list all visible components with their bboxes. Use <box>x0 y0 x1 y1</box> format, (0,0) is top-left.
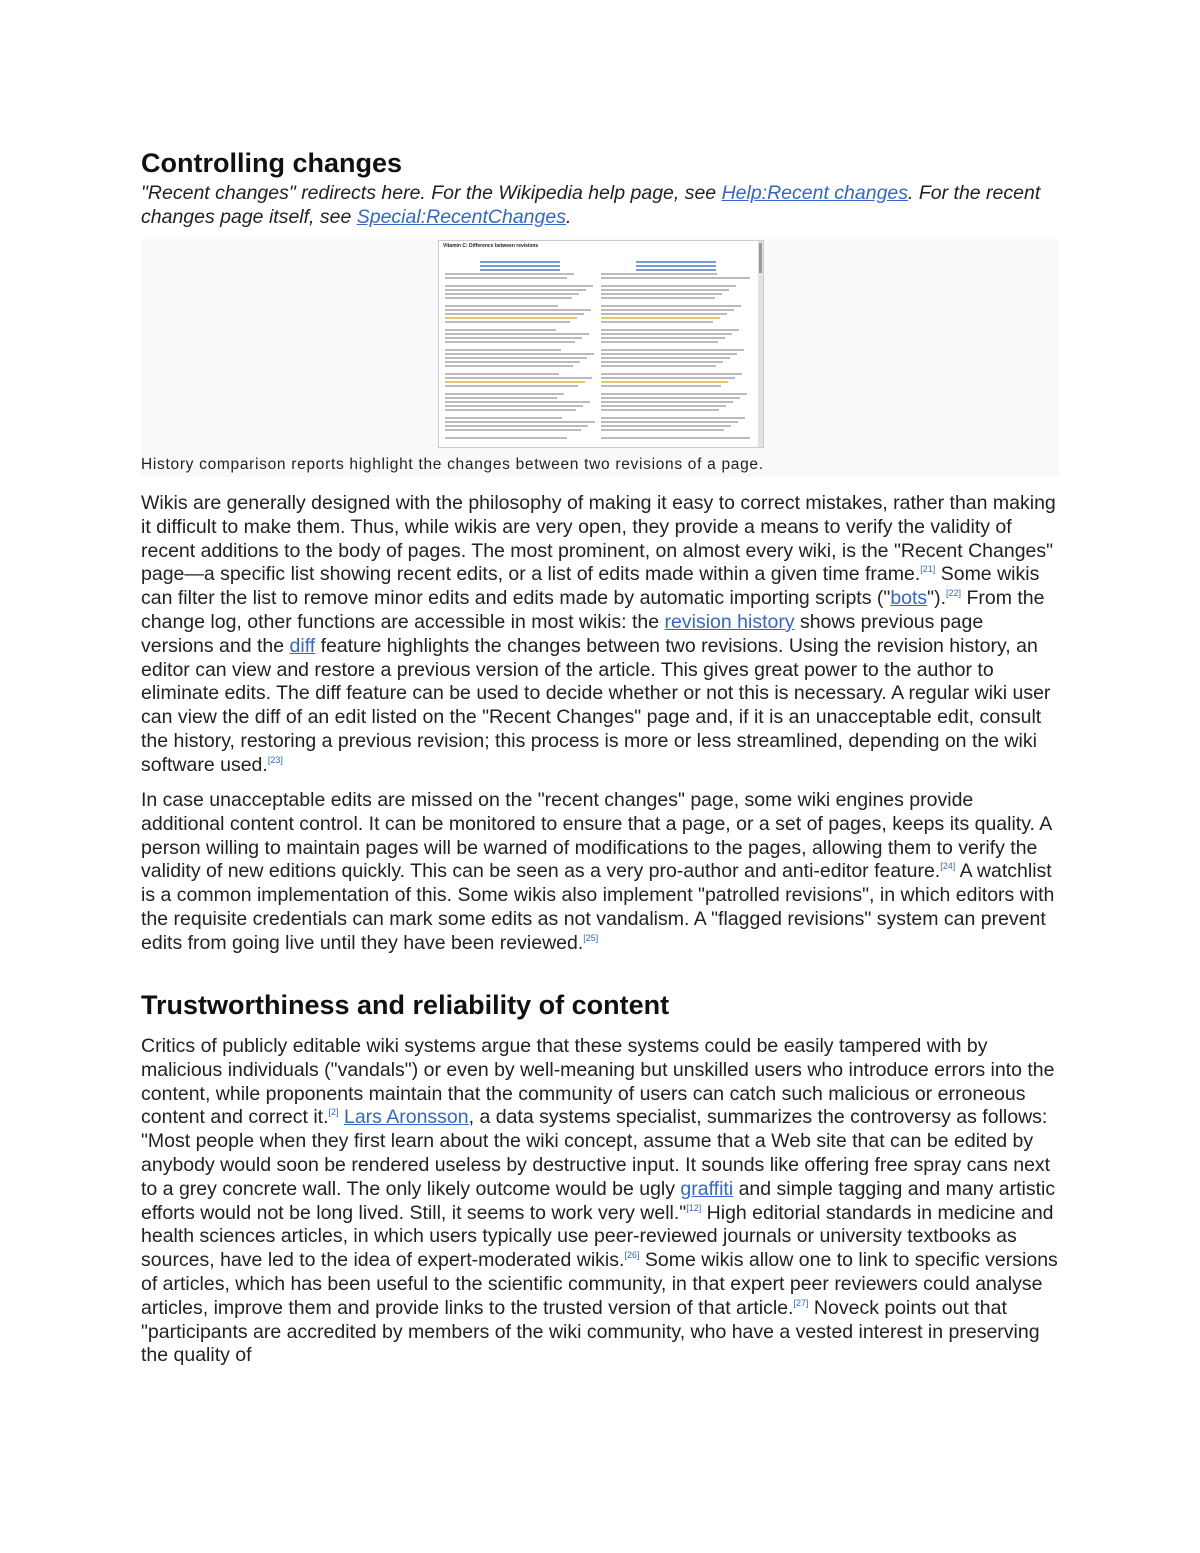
hatnote <box>141 181 1059 229</box>
figure <box>141 239 1059 477</box>
reference-2[interactable]: [2] <box>328 1107 339 1118</box>
thumb-scrollbar <box>758 241 763 447</box>
text: Some wikis allow one to link to specific versions of articles, which has been useful to the scientific community, in that expert peer reviewers could analyse articles, improve them and provide links to the trusted version of that article. <box>141 1249 1058 1319</box>
text: From the change log, other functions are accessible in most wikis: the <box>141 587 1045 633</box>
thumb-text-line <box>601 277 750 279</box>
paragraph <box>141 789 1059 956</box>
thumb-text-line <box>480 269 560 271</box>
thumb-text-line <box>445 317 577 319</box>
thumb-text-line <box>445 353 594 355</box>
thumb-text-line <box>601 437 750 439</box>
text: Noveck points out that "participants are accredited by members of the wiki community, who have a vested interest in preserving the quality of <box>141 1296 1040 1367</box>
thumb-text-line <box>445 405 583 407</box>
thumb-text-line <box>445 277 567 279</box>
thumb-text-line <box>445 357 587 359</box>
thumb-text-line <box>445 341 575 343</box>
text: In case unacceptable edits are missed on the "recent changes" page, some wiki engines provide additional content control. It can be monitored to ensure that a page, or a set of pages, keeps its quality. A person willing to maintain pages will be warned of modifications to the pages, allowing them to verify the validity of new editions quickly. This can be seen as a very pro-author and anti-editor feature. <box>141 789 1052 883</box>
thumb-text-line <box>601 421 738 423</box>
thumb-text-line <box>480 265 560 267</box>
link-lars-aronsson[interactable]: Lars Aronsson <box>343 1106 469 1129</box>
thumb-text-line <box>601 289 729 291</box>
thumb-text-line <box>601 297 715 299</box>
thumb-text-line <box>445 365 573 367</box>
thumb-text-line <box>601 385 721 387</box>
paragraph <box>141 492 1059 778</box>
thumb-text-line <box>601 341 718 343</box>
thumb-text-line <box>601 405 726 407</box>
text: and simple tagging and many artistic efforts would not be long lived. Still, it seems to work very well." <box>141 1177 1056 1224</box>
text: , a data systems specialist, summarizes the controversy as follows: "Most people when they first learn about the wiki concept, assume that a Web site that can be edited by anybody would soon be rendered useless by destructive input. It sounds like offering free spray cans next to a grey concrete wall. The only likely outcome would be ugly <box>141 1106 1051 1200</box>
text: Wikis are generally designed with the philosophy of making it easy to correct mistakes, rather than making it difficult to make them. Thus, while wikis are very open, they provide a means to verify the validity of recent additions to the body of pages. The most prominent, on almost every wiki, is the "Recent Changes" page—a specific list showing recent edits, or a list of edits made within a given time frame. <box>141 492 1056 586</box>
thumb-text-line <box>601 393 747 395</box>
thumb-text-line <box>601 333 732 335</box>
text: "). <box>927 587 947 610</box>
reference-21[interactable]: [21] <box>920 564 936 575</box>
text: High editorial standards in medicine and health sciences articles, in which users typically use peer-reviewed journals or university textbooks as sources, have led to the idea of expert-moderated wikis. <box>141 1201 1054 1272</box>
thumb-text-line <box>445 417 562 419</box>
thumb-text-line <box>636 269 716 271</box>
thumb-text-line <box>445 285 593 287</box>
thumb-text-line <box>445 297 572 299</box>
text: Some wikis can filter the list to remove minor edits and edits made by automatic importing scripts (" <box>141 563 1040 610</box>
thumb-text-line <box>601 401 733 403</box>
thumb-text-line <box>601 429 724 431</box>
text: A watchlist is a common implementation of this. Some wikis also implement "patrolled revisions", in which editors with the requisite credentials can mark some edits as not vandalism. A "flagged revisions" system can prevent edits from going live until they have been reviewed. <box>141 860 1055 954</box>
thumb-text-line <box>445 393 564 395</box>
thumb-text-line <box>445 313 584 315</box>
thumb-text-line <box>601 417 745 419</box>
reference-25[interactable]: [25] <box>583 932 599 943</box>
thumb-text-line <box>480 261 560 263</box>
thumb-text-line <box>445 337 582 339</box>
thumb-text-line <box>445 401 590 403</box>
thumb-text-line <box>445 421 595 423</box>
text: feature highlights the changes between two revisions. Using the revision history, an editor can view and restore a previous version of the article. This gives great power to the author to eliminate edits. The diff feature can be used to decide whether or not this is necessary. A regular wiki user can view the diff of an edit listed on the "Recent Changes" page and, if it is an unacceptable edit, consult the history, restoring a previous revision; this process is more or less streamlined, depending on the wiki software used. <box>141 634 1051 776</box>
thumb-text-line <box>601 293 722 295</box>
thumb-text-line <box>445 437 567 439</box>
thumb-text-line <box>636 261 716 263</box>
thumb-text-line <box>445 329 556 331</box>
thumb-text-line <box>601 337 725 339</box>
thumb-text-line <box>601 425 731 427</box>
thumb-text-line <box>601 373 742 375</box>
thumb-text-line <box>445 293 579 295</box>
thumb-text-line <box>445 349 561 351</box>
link-special-recentchanges[interactable]: Special:RecentChanges <box>356 206 566 228</box>
thumb-text-line <box>445 385 578 387</box>
thumb-text-line <box>601 353 737 355</box>
reference-27[interactable]: [27] <box>793 1297 809 1308</box>
reference-23[interactable]: [23] <box>267 754 283 765</box>
link-revision-history[interactable]: revision history <box>664 610 795 633</box>
link-help-recent-changes[interactable]: Help:Recent changes <box>721 182 909 204</box>
reference-22[interactable]: [22] <box>946 588 962 599</box>
thumb-title: Vitamin C: Difference between revisions <box>443 243 539 249</box>
thumb-text-line <box>601 397 740 399</box>
text: Critics of publicly editable wiki systems argue that these systems could be easily tampered with by malicious individuals ("vandals") or even by well-meaning but unskilled users who introduce errors into the content, while proponents maintain that the community of users can catch such malicious or erroneous content and correct it. <box>141 1035 1055 1129</box>
thumb-text-line <box>445 429 581 431</box>
thumb-text-line <box>601 321 713 323</box>
reference-12[interactable]: [12] <box>686 1202 702 1213</box>
link-diff[interactable]: diff <box>289 634 316 657</box>
text: shows previous page versions and the <box>141 610 984 657</box>
paragraph <box>141 1035 1059 1368</box>
section-heading-controlling-changes: Controlling changes <box>141 148 403 178</box>
thumb-text-line <box>601 329 739 331</box>
figure-caption: History comparison reports highlight the changes between two revisions of a page. <box>141 456 764 473</box>
link-graffiti[interactable]: graffiti <box>680 1177 734 1200</box>
thumb-text-line <box>601 309 734 311</box>
thumb-text-line <box>601 273 717 275</box>
thumb-text-line <box>601 285 736 287</box>
thumb-text-line <box>601 313 727 315</box>
hatnote-text: . For the recent changes page itself, see <box>141 182 1041 228</box>
hatnote-text: "Recent changes" redirects here. For the Wikipedia help page, see <box>141 182 722 204</box>
thumb-text-line <box>601 381 728 383</box>
thumb-text-line <box>601 349 744 351</box>
reference-24[interactable]: [24] <box>940 861 956 872</box>
thumb-text-line <box>445 397 557 399</box>
reference-26[interactable]: [26] <box>624 1250 640 1261</box>
thumb-text-line <box>445 305 558 307</box>
thumb-text-line <box>601 317 720 319</box>
thumb-text-line <box>445 377 592 379</box>
thumb-text-line <box>445 425 588 427</box>
thumb-text-line <box>601 361 723 363</box>
section-heading-trustworthiness: Trustworthiness and reliability of content <box>141 990 670 1020</box>
thumb-scroll-handle <box>759 243 762 273</box>
thumb-text-line <box>445 409 576 411</box>
thumb-text-line <box>636 265 716 267</box>
thumb-text-line <box>601 377 735 379</box>
thumb-text-line <box>601 357 730 359</box>
thumb-text-line <box>601 409 719 411</box>
thumb-text-line <box>445 309 591 311</box>
thumb-text-line <box>601 305 741 307</box>
link-bots[interactable]: bots <box>890 587 928 610</box>
thumb-text-line <box>445 333 589 335</box>
thumb-text-line <box>445 361 580 363</box>
thumb-text-line <box>445 273 574 275</box>
thumb-text-line <box>445 289 586 291</box>
thumb-text-line <box>445 321 570 323</box>
thumb-text-line <box>445 373 559 375</box>
thumb-text-line <box>445 381 585 383</box>
diff-screenshot-thumbnail[interactable] <box>438 240 764 448</box>
hatnote-text: . <box>565 206 572 228</box>
thumb-text-line <box>601 365 716 367</box>
